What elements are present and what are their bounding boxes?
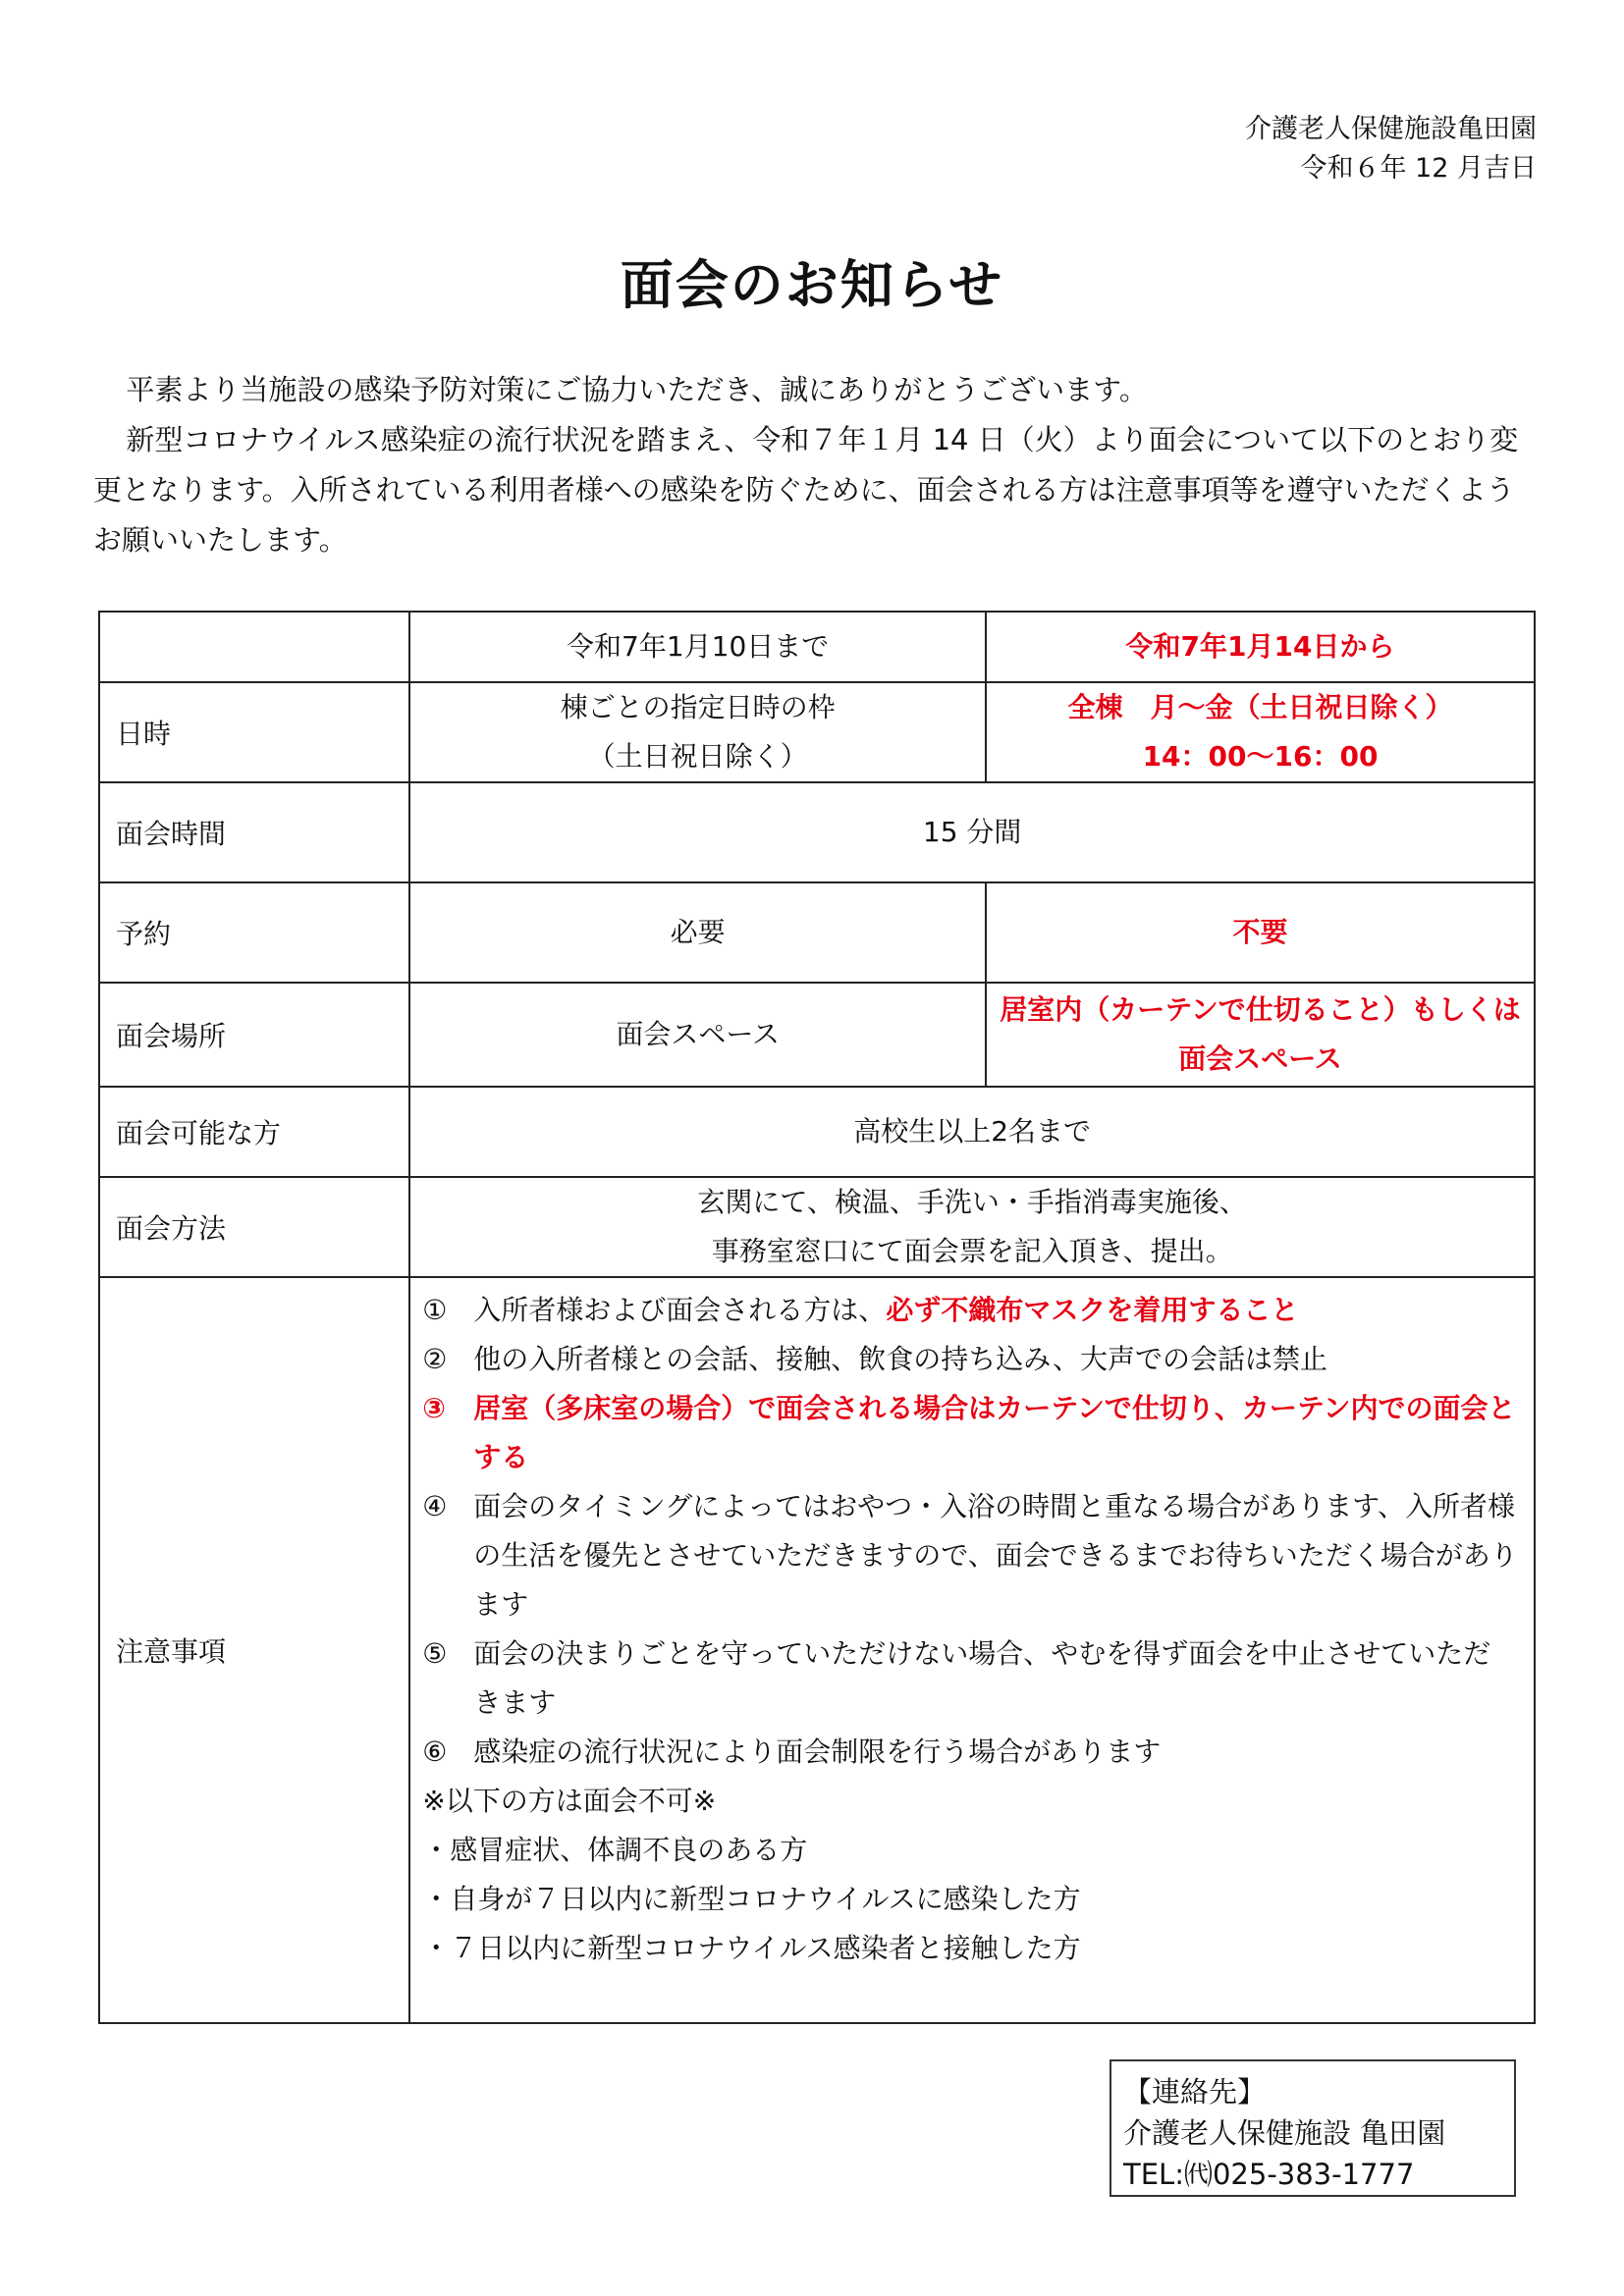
note-item-2 <box>422 1335 1518 1384</box>
note-text: 居室（多床室の場合）で面会される場合はカーテンで仕切り、カーテン内での面会とする <box>473 1392 1516 1473</box>
reservation-new: 不要 <box>986 882 1535 983</box>
not-allowed-item: ・自身が７日以内に新型コロナウイルスに感染した方 <box>422 1883 1081 1915</box>
intro-paragraph-1: 平素より当施設の感染予防対策にご協力いただき、誠にありがとうございます。 <box>126 373 1148 406</box>
contact-name: 介護老人保健施設 亀田園 <box>1123 2116 1446 2150</box>
note-text: 他の入所者様との会話、接触、飲食の持ち込み、大声での会話は禁止 <box>473 1343 1327 1375</box>
note-item-5 <box>422 1629 1518 1728</box>
row-label-visitors: 面会可能な方 <box>99 1087 409 1177</box>
note-number: ⑥ <box>422 1735 448 1768</box>
row-label-place: 面会場所 <box>99 983 409 1087</box>
method-value <box>409 1177 1535 1277</box>
not-allowed-heading: ※以下の方は面会不可※ <box>422 1785 717 1817</box>
table-header-row <box>99 612 1535 682</box>
place-new-line2: 面会スペース <box>1178 1042 1342 1075</box>
note-text <box>473 1286 1518 1335</box>
datetime-old-line2: （土日祝日除く） <box>587 740 808 773</box>
note-number: ④ <box>422 1490 448 1522</box>
header-new-period: 令和7年1月14日から <box>986 612 1535 682</box>
notes-content <box>409 1277 1535 2023</box>
place-new <box>986 983 1535 1087</box>
method-line1: 玄関にて、検温、手洗い・手指消毒実施後、 <box>697 1186 1247 1218</box>
datetime-old <box>409 682 986 782</box>
note-text: 面会の決まりごとを守っていただけない場合、やむを得ず面会を中止させていただきます <box>473 1637 1491 1719</box>
datetime-old-line1: 棟ごとの指定日時の枠 <box>560 691 836 723</box>
contact-box <box>1110 2059 1516 2197</box>
issue-date: 令和６年 12 月吉日 <box>1300 153 1537 184</box>
note-number: ② <box>422 1343 448 1375</box>
note-item-4 <box>422 1482 1518 1629</box>
row-label-datetime: 日時 <box>99 682 409 782</box>
not-allowed-item: ・感冒症状、体調不良のある方 <box>422 1834 808 1866</box>
place-new-line1: 居室内（カーテンで仕切ること）もしくは <box>1000 993 1521 1026</box>
table-row-notes <box>99 1277 1535 2023</box>
visit-rules-table <box>98 611 1536 2024</box>
table-row-reservation <box>99 882 1535 983</box>
header-empty-cell <box>99 612 409 682</box>
visitors-value: 高校生以上2名まで <box>409 1087 1535 1177</box>
contact-heading: 【連絡先】 <box>1123 2075 1267 2109</box>
reservation-old: 必要 <box>409 882 986 983</box>
page-title: 面会のお知らせ <box>620 254 1004 316</box>
note-item-3 <box>422 1384 1518 1482</box>
intro-text <box>93 365 1537 565</box>
place-old: 面会スペース <box>409 983 986 1087</box>
note-text: 感染症の流行状況により面会制限を行う場合があります <box>473 1735 1162 1768</box>
note-item-6 <box>422 1728 1518 1777</box>
note-number: ① <box>422 1294 448 1326</box>
row-label-method: 面会方法 <box>99 1177 409 1277</box>
datetime-new-line1: 全棟 月～金（土日祝日除く） <box>1067 691 1453 723</box>
datetime-new <box>986 682 1535 782</box>
note-text: 面会のタイミングによってはおやつ・入浴の時間と重なる場合があります、入所者様の生活を優先とさせていただきますので、面会できるまでお待ちいただく場合があります <box>473 1490 1518 1621</box>
table-row-visitors <box>99 1087 1535 1177</box>
row-label-notes: 注意事項 <box>99 1277 409 2023</box>
contact-tel: TEL:㈹025-383-1777 <box>1123 2158 1415 2191</box>
header-block <box>1245 110 1537 188</box>
row-label-duration: 面会時間 <box>99 782 409 882</box>
note-1-emphasis: 必ず不織布マスクを着用すること <box>886 1294 1299 1326</box>
table-row-place <box>99 983 1535 1087</box>
not-allowed-item: ・７日以内に新型コロナウイルス感染者と接触した方 <box>422 1932 1081 1964</box>
facility-name: 介護老人保健施設亀田園 <box>1245 114 1537 144</box>
note-number: ③ <box>422 1392 447 1424</box>
table-row-datetime <box>99 682 1535 782</box>
note-1-text: 入所者様および面会される方は、 <box>473 1294 887 1326</box>
table-row-method <box>99 1177 1535 1277</box>
intro-paragraph-2: 新型コロナウイルス感染症の流行状況を踏まえ、令和７年１月 14 日（火）より面会について以下のとおり変更となります。入所されている利用者様への感染を防ぐために、面会される方は注意事項等を遵守いただくようお願いいたします。 <box>93 423 1519 557</box>
note-item-1 <box>422 1286 1518 1335</box>
table-row-duration <box>99 782 1535 882</box>
header-old-period: 令和7年1月10日まで <box>409 612 986 682</box>
row-label-reservation: 予約 <box>99 882 409 983</box>
duration-value: 15 分間 <box>409 782 1535 882</box>
datetime-new-line2: 14：00～16：00 <box>1142 740 1379 773</box>
note-number: ⑤ <box>422 1637 448 1670</box>
method-line2: 事務室窓口にて面会票を記入頂き、提出。 <box>711 1235 1233 1267</box>
